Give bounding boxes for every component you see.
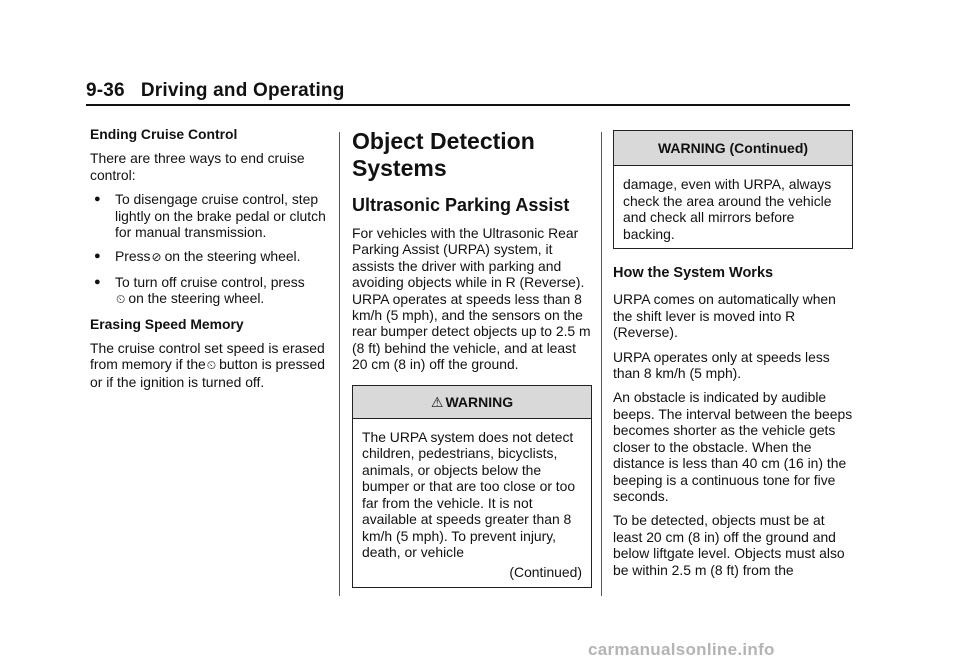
list-item <box>90 248 326 265</box>
list-item <box>90 274 326 308</box>
page-number: 9-36 <box>86 80 125 101</box>
erase-text <box>90 340 326 390</box>
column-divider-1 <box>339 132 340 596</box>
erase-text-post: button is pressed or if the ignition is turned off. <box>90 356 325 390</box>
section-heading: Object Detection Systems <box>352 128 535 181</box>
continued-label: (Continued) <box>509 564 582 581</box>
intro-text: There are three ways to end cruise control: <box>90 150 305 183</box>
paragraph: URPA operates only at speeds less than 8 km/h (5 mph). <box>613 348 830 382</box>
warning-body <box>353 419 591 587</box>
urpa-description: For vehicles with the Ultrasonic Rear Parking Assist (URPA) system, it assists the driver with parking and avoiding objects while in R (Reverse). URPA operates at speeds less than 8 km/h (5 mph), and the sensors on the rear bumper detect objects up to 2.5 m (8 ft) behind the vehicle, and at least 20 cm (8 in) off the ground. <box>352 225 591 373</box>
page-header <box>86 80 345 102</box>
bullet-icon: ● <box>94 193 101 206</box>
list-item <box>90 191 326 240</box>
warning-header <box>353 386 591 419</box>
erase-text-pre: The cruise control set speed is erased from memory if the <box>90 340 325 373</box>
column-3 <box>613 126 853 586</box>
bullet-text: on the steering wheel. <box>164 248 301 265</box>
bullet-list <box>90 191 326 307</box>
subsection-heading: Ultrasonic Parking Assist <box>352 195 570 215</box>
bullet-icon: ● <box>94 250 101 263</box>
warning-icon: ⚠ <box>430 393 444 410</box>
warning-box <box>352 385 592 588</box>
paragraph: URPA comes on automatically when the shift lever is moved into R (Reverse). <box>613 291 836 341</box>
section-title: Driving and Operating <box>140 80 345 101</box>
cancel-icon: ⊘ <box>151 250 162 265</box>
warning-body <box>614 166 852 248</box>
how-system-works-heading: How the System Works <box>613 265 774 282</box>
column-divider-2 <box>601 132 602 596</box>
header-rule <box>86 104 850 106</box>
warning-text: damage, even with URPA, always check the area around the vehicle and check all mirrors before backing. <box>623 176 832 242</box>
paragraph: An obstacle is indicated by audible beeps. The interval between the beeps becomes shorter as the vehicle gets closer to the obstacle. When the distance is less than 40 cm (16 in) the beeping is a continuous tone for five seconds. <box>613 389 853 504</box>
bullet-text: on the steering wheel. <box>128 290 265 307</box>
warning-text: The URPA system does not detect children, pedestrians, bicyclists, animals, or objects below the bumper or that are too close or too far from the vehicle. It is not available at speeds greater than 8 km/h (5 mph). To prevent injury, death, or vehicle <box>362 429 576 560</box>
bullet-text: Press <box>115 248 151 265</box>
bullet-icon: ● <box>94 275 101 288</box>
subheading-erasing-speed: Erasing Speed Memory <box>90 315 244 332</box>
subheading-ending-cruise: Ending Cruise Control <box>90 126 238 142</box>
paragraph: To be detected, objects must be at least 20 cm (8 in) off the ground and below liftgate level. Objects must also be within 2.5 m (8 ft) from the <box>613 512 845 578</box>
warning-title: WARNING <box>445 393 514 410</box>
cruise-icon: ⏲ <box>116 292 126 307</box>
cruise-icon: ⏲ <box>206 358 217 373</box>
bullet-text: To turn off cruise control, press <box>115 273 305 290</box>
column-1 <box>90 126 326 398</box>
bullet-text: To disengage cruise control, step lightly on the brake pedal or clutch for manual transmission. <box>115 191 326 241</box>
column-2 <box>352 126 592 588</box>
warning-header: WARNING (Continued) <box>614 131 852 166</box>
watermark: carmanualsonline.info <box>588 640 775 659</box>
warning-box-continued <box>613 130 853 249</box>
